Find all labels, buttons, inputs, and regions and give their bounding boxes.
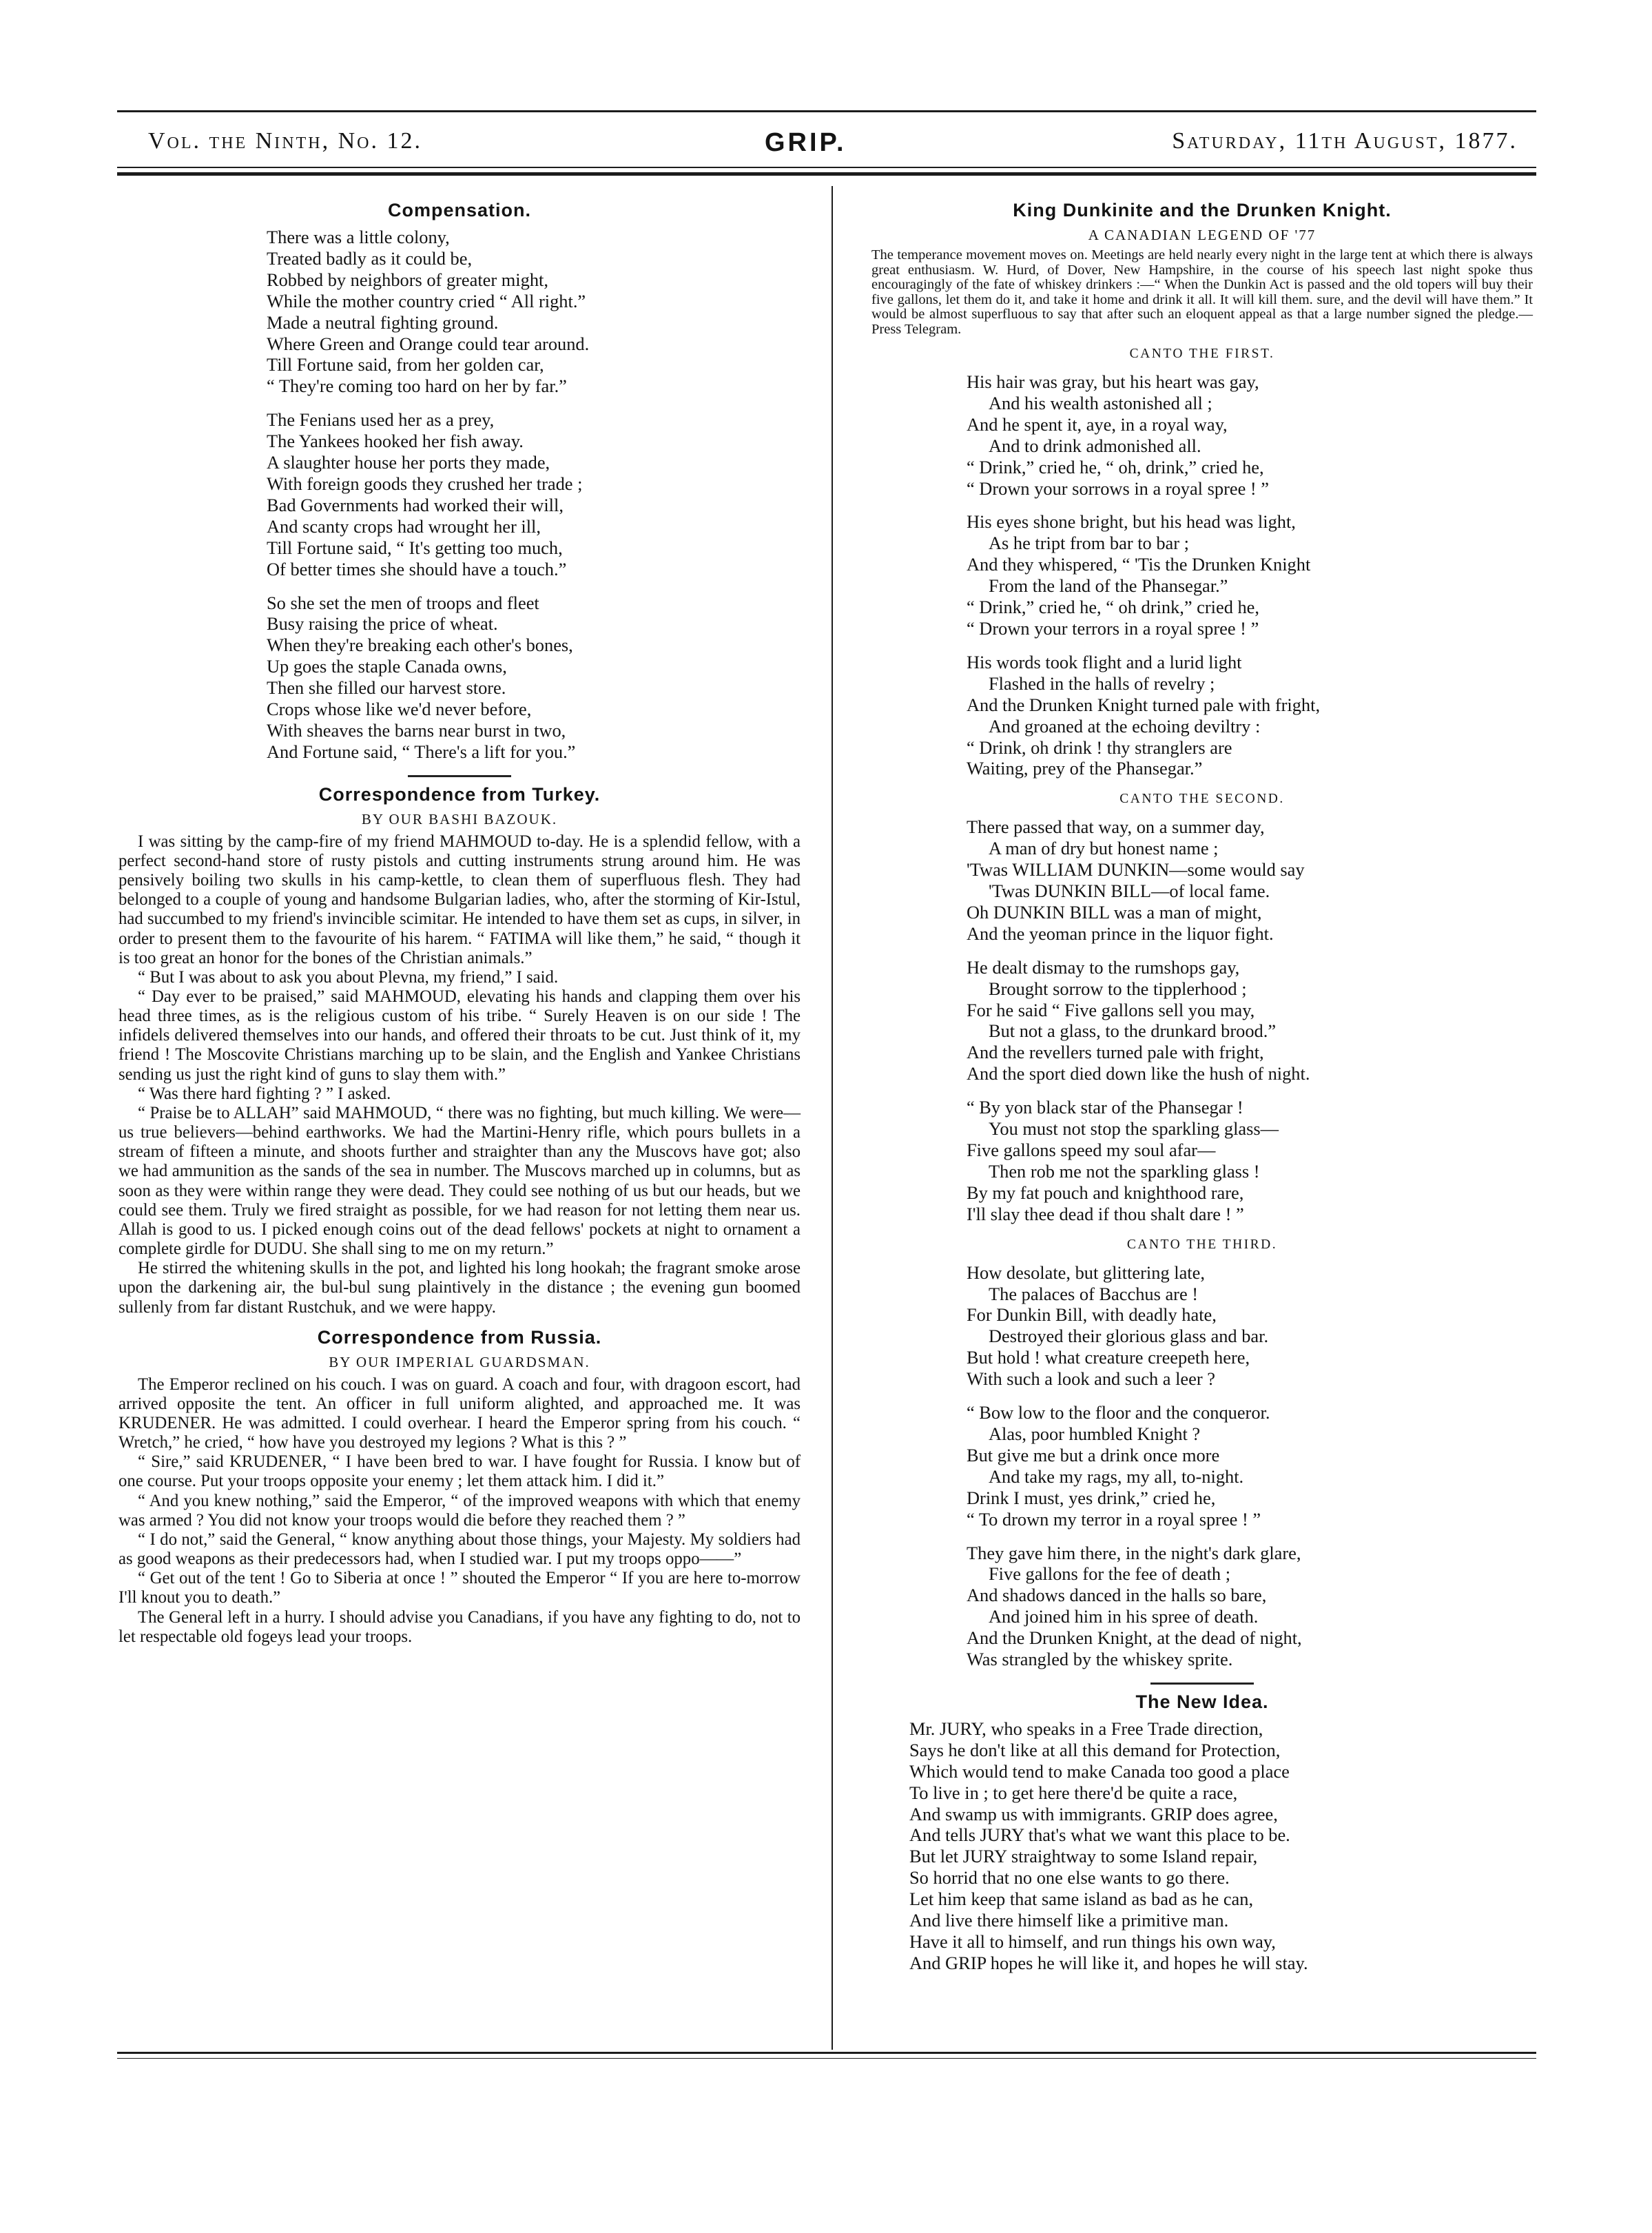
poem-line: By my fat pouch and knighthood rare, [967,1182,1244,1203]
poem-line: And the Drunken Knight turned pale with fright, [967,694,1321,715]
paragraph: The Emperor reclined on his couch. I was on guard. A coach and four, with dragoon escort, had arrived opposite the tent. An officer in full uniform alighted, and approached me. It was KRUDENER. He was admitted. I could overhear. I heard the Emperor spring from his couch. “ Wretch,” he cried, “ how have you destroyed my legions ? What is this ? ” [118,1375,801,1452]
russia-byline: BY OUR IMPERIAL GUARDSMAN. [329,1353,590,1370]
poem-line: With such a look and such a leer ? [967,1368,1215,1390]
poem-line: When they're breaking each other's bones, [267,635,573,656]
poem-line: And Fortune said, “ There's a lift for you.” [267,741,576,762]
poem-line: Robbed by neighbors of greater might, [267,269,548,290]
poem-line: Till Fortune said, from her golden car, [267,354,544,375]
volume-label: Vol. the Ninth, No. 12. [148,128,422,154]
poem-line: How desolate, but glittering late, [967,1262,1205,1283]
new-idea-poem [871,1718,1533,1974]
right-column [871,200,1533,1974]
poem-line: As he tript from bar to bar ; [989,533,1189,554]
poem-line: Five gallons for the fee of death ; [989,1563,1231,1585]
poem-line: His hair was gray, but his heart was gay, [967,371,1259,392]
poem-line: For Dunkin Bill, with deadly hate, [967,1304,1217,1326]
turkey-article [118,784,801,1317]
paragraph: “ Day ever to be praised,” said MAHMOUD, elevating his hands and clapping them over his head three times, as is the religious custom of his tribe. “ Surely Heaven is on our side ! The infidels delivered themselves into our hands, and offered their throats to be cut. Just think of it, my friend ! The Moscovite Christians marching up to be slain, and the English and Yankee Christians sending us just the right kind of guns to slay them with.” [118,987,801,1084]
canto-poem [871,371,1533,779]
poem-line: You must not stop the sparkling glass— [989,1118,1279,1140]
section-separator [408,775,511,777]
poem-stanza [967,1402,1533,1530]
poem-line: There was a little colony, [267,227,450,247]
poem-line: And swamp us with immigrants. GRIP does agree, [909,1803,1278,1824]
poem-line: Flashed in the halls of revelry ; [989,672,1215,694]
paragraph: “ I do not,” said the General, “ know anything about those things, your Majesty. My soldiers had as good weapons as their predecessors had, when I studied war. I put my troops oppo——” [118,1530,801,1569]
poem-line: For he said “ Five gallons sell you may, [967,999,1255,1020]
poem-line: Oh DUNKIN BILL was a man of might, [967,901,1262,923]
poem-line: “ By yon black star of the Phansegar ! [967,1097,1243,1118]
king-cantos [871,347,1533,1670]
poem-line: Let him keep that same island as bad as he can, [909,1889,1254,1910]
paragraph: He stirred the whitening skulls in the pot, and lighted his long hookah; the fragrant smoke arose upon the darkening air, the bul-bul sung plaintively in the distance ; the evening gun boomed sullenly from far distant Rustchuk, and we were happy. [118,1259,801,1317]
poem-line: A slaughter house her ports they made, [267,452,550,473]
poem-stanza [267,227,801,397]
masthead-title: GRIP. [765,128,847,157]
poem-line: Up goes the staple Canada owns, [267,656,507,677]
paragraph: “ And you knew nothing,” said the Emperor, “ of the improved weapons with which that enemy was armed ? You did not know your troops would die before they reached them ? ” [118,1491,801,1530]
poem-line: And GRIP hopes he will like it, and hopes he will stay. [909,1952,1308,1973]
poem-stanza [967,1543,1533,1670]
poem-line: Brought sorrow to the tipplerhood ; [989,978,1247,999]
poem-line: And shadows danced in the halls so bare, [967,1585,1267,1606]
poem-line: From the land of the Phansegar.” [989,575,1228,597]
poem-line: Till Fortune said, “ It's getting too much, [267,537,563,558]
canto-poem [871,816,1533,1224]
king-dunkinite-article [871,200,1533,1670]
poem-line: And joined him in his spree of death. [989,1606,1259,1627]
poem-stanza [967,371,1533,499]
new-idea-title: The New Idea. [1135,1691,1269,1712]
turkey-title: Correspondence from Turkey. [318,783,601,805]
paragraph: “ Praise be to ALLAH” said MAHMOUD, “ there was no fighting, but much killing. We were—us true believers—behind earthworks. We had the Martini-Henry rifle, which pours bullets in a stream of fifteen a minute, and shoots further and straighter than any the Muscovs have got; also we had ammunition as the sands of the sea in number. The Muscovs marched up in columns, but as soon as they were within range they were dead. They could see nothing of us but our heads, but we could see them. Truly we fired straight as possible, for we had reason for not letting them near us. Allah is good to us. I picked enough coins out of the dead fellows' pockets at night to ornament a complete girdle for DUDU. She shall sing to me on my return.” [118,1103,801,1259]
poem-line: “ Bow low to the floor and the conqueror. [967,1402,1270,1423]
turkey-byline: BY OUR BASHI BAZOUK. [361,810,558,827]
poem-stanza [967,1097,1533,1224]
poem-line: But hold ! what creature creepeth here, [967,1347,1250,1368]
poem-line: Which would tend to make Canada too good a place [909,1760,1290,1782]
poem-line: Made a neutral fighting ground. [267,311,499,333]
poem-stanza [267,593,801,763]
section-separator [1150,1683,1254,1685]
poem-line: But let JURY straightway to some Island repair, [909,1846,1258,1867]
poem-line: And live there himself like a primitive man. [909,1910,1229,1931]
poem-line: There passed that way, on a summer day, [967,816,1265,838]
king-byline: A CANADIAN LEGEND OF '77 [1088,227,1317,243]
poem-line: “ Drown your terrors in a royal spree ! ” [967,617,1259,639]
poem-line: Mr. JURY, who speaks in a Free Trade direction, [909,1718,1263,1739]
canto-poem [871,1262,1533,1670]
poem-line: Crops whose like we'd never before, [267,699,532,720]
poem-line: Bad Governments had worked their will, [267,494,564,515]
russia-article [118,1327,801,1647]
poem-line: A man of dry but honest name ; [989,838,1219,859]
poem-line: Treated badly as it could be, [267,247,473,269]
poem-line: “ Drink, oh drink ! thy stranglers are [967,737,1232,758]
poem-line: They gave him there, in the night's dark glare, [967,1542,1301,1563]
poem-line: Where Green and Orange could tear around. [267,333,590,354]
poem-line: And scanty crops had wrought her ill, [267,515,541,537]
poem-line: And he spent it, aye, in a royal way, [967,413,1228,435]
poem-line: His eyes shone bright, but his head was light, [967,511,1296,533]
poem-line: Five gallons speed my soul afar— [967,1140,1216,1160]
poem-line: So horrid that no one else wants to go there. [909,1867,1230,1889]
king-title: King Dunkinite and the Drunken Knight. [1013,200,1392,220]
bottom-rule [117,2052,1536,2054]
poem-line: And take my rags, my all, to-night. [989,1465,1244,1487]
poem-line: He dealt dismay to the rumshops gay, [967,956,1240,978]
poem-line: And the yeoman prince in the liquor fight. [967,923,1274,944]
issue-date: Saturday, 11th August, 1877. [1172,128,1518,154]
poem-line: Waiting, prey of the Phansegar.” [967,758,1203,779]
paragraph: “ Sire,” said KRUDENER, “ I have been bred to war. I have fought for Russia. I know but of one course. Put your troops opposite your enemy ; let them attack him. I did it.” [118,1452,801,1491]
poem-line: And the revellers turned pale with fright, [967,1042,1264,1063]
top-rule [117,110,1536,112]
poem-stanza [967,1262,1533,1390]
paragraph: “ But I was about to ask you about Plevna, my friend,” I said. [138,967,559,987]
poem-line: Have it all to himself, and run things his own way, [909,1931,1276,1952]
poem-line: 'Twas DUNKIN BILL—of local fame. [989,881,1270,902]
poem-stanza [967,816,1533,944]
poem-line: But give me but a drink once more [967,1444,1220,1465]
poem-line: Was strangled by the whiskey sprite. [967,1649,1233,1670]
poem-line: Of better times she should have a touch.” [267,558,567,579]
paragraph: “ Get out of the tent ! Go to Siberia at once ! ” shouted the Emperor “ If you are here to-morrow I'll knout you to death.” [118,1569,801,1607]
poem-line: “ They're coming too hard on her by far.” [267,375,567,397]
new-idea-article [871,1691,1533,1974]
russia-title: Correspondence from Russia. [317,1326,602,1348]
poem-line: And his wealth astonished all ; [989,392,1212,413]
poem-stanza [967,511,1533,639]
canto-heading: CANTO THE FIRST. [1129,347,1275,361]
poem-line: The palaces of Bacchus are ! [989,1283,1199,1304]
poem-line: To live in ; to get here there'd be quite a race, [909,1782,1238,1803]
canto-heading: CANTO THE THIRD. [1126,1237,1278,1252]
poem-line: Then she filled our harvest store. [267,677,506,699]
russia-body [118,1375,801,1647]
poem-line: Destroyed their glorious glass and bar. [989,1326,1269,1347]
poem-line: And the Drunken Knight, at the dead of night, [967,1627,1302,1649]
bottom-rule-thin [117,2058,1536,2059]
poem-line: With sheaves the barns near burst in two, [267,719,566,741]
poem-line: With foreign goods they crushed her trade ; [267,473,583,494]
poem-line: 'Twas WILLIAM DUNKIN—some would say [967,859,1305,881]
header-rule-thin [117,167,1536,168]
poem-line: “ Drink,” cried he, “ oh, drink,” cried he, [967,456,1264,477]
compensation-article [118,200,801,763]
poem-line: Then rob me not the sparkling glass ! [989,1160,1260,1182]
poem-line: Alas, poor humbled Knight ? [989,1423,1201,1444]
poem-line: While the mother country cried “ All right.” [267,290,586,311]
poem-line: His words took flight and a lurid light [967,651,1242,672]
paragraph: The General left in a hurry. I should advise you Canadians, if you have any fighting to do, not to let respectable old fogeys lead your troops. [118,1607,801,1646]
poem-line: But not a glass, to the drunkard brood.” [989,1020,1277,1042]
poem-line: And tells JURY that's what we want this place to be. [909,1824,1290,1846]
header-rule-thick [117,172,1536,176]
poem-stanza [967,957,1533,1084]
poem-line: And they whispered, “ 'Tis the Drunken Knight [967,554,1311,575]
poem-line: And the sport died down like the hush of night. [967,1063,1310,1084]
poem-line: And to drink admonished all. [989,435,1201,456]
poem-line: “ Drink,” cried he, “ oh drink,” cried he, [967,597,1259,618]
king-intro: The temperance movement moves on. Meetings are held nearly every night in the large tent at which there is always great enthusiasm. W. Hurd, of Dover, New Hampshire, in the course of his speech last night spoke thus encouragingly of the fate of whiskey drinkers :—“ When the Dunkin Act is passed and the old topers will buy their five gallons, let them do it, and take it home and drink it all. It will kill them. sure, and the devil will have them.” It would be almost superfluous to say that after such an eloquent appeal as that a large number signed the pledge.—Press Telegram. [871,247,1533,337]
poem-line: The Yankees hooked her fish away. [267,431,524,452]
poem-line: I'll slay thee dead if thou shalt dare ! ” [967,1203,1244,1224]
poem-line: And groaned at the echoing deviltry : [989,715,1261,737]
poem-stanza [967,652,1533,779]
poem-line: Drink I must, yes drink,” cried he, [967,1487,1216,1508]
left-column [118,200,801,1647]
poem-line: The Fenians used her as a prey, [267,409,495,431]
compensation-poem [118,227,801,763]
poem-line: Busy raising the price of wheat. [267,613,498,635]
poem-line: So she set the men of troops and fleet [267,592,539,613]
poem-line: Says he don't like at all this demand for Protection, [909,1739,1281,1760]
paragraph: “ Was there hard fighting ? ” I asked. [138,1084,391,1103]
canto-heading: CANTO THE SECOND. [1119,792,1285,807]
column-divider [832,186,833,2050]
poem-line: “ Drown your sorrows in a royal spree ! ” [967,477,1269,499]
compensation-title: Compensation. [387,200,531,220]
poem-line: “ To drown my terror in a royal spree ! ” [967,1508,1261,1530]
paragraph: I was sitting by the camp-fire of my friend MAHMOUD to-day. He is a splendid fellow, with a perfect second-hand store of rusty pistols and cutting instruments strung around him. He was pensively boiling two skulls in his camp-kettle, to clean them of superfluous flesh. They had belonged to a couple of young and handsome Bulgarian ladies, who, after the storming of Kir-Istul, had succumbed to my friend's invincible scimitar. He intended to have them set as cups, in silver, in order to present them to the favourite of his harem. “ FATIMA will like them,” he said, “ though it is too great an honor for the bones of the Christian animals.” [118,832,801,967]
turkey-body [118,832,801,1317]
poem-stanza [267,409,801,579]
